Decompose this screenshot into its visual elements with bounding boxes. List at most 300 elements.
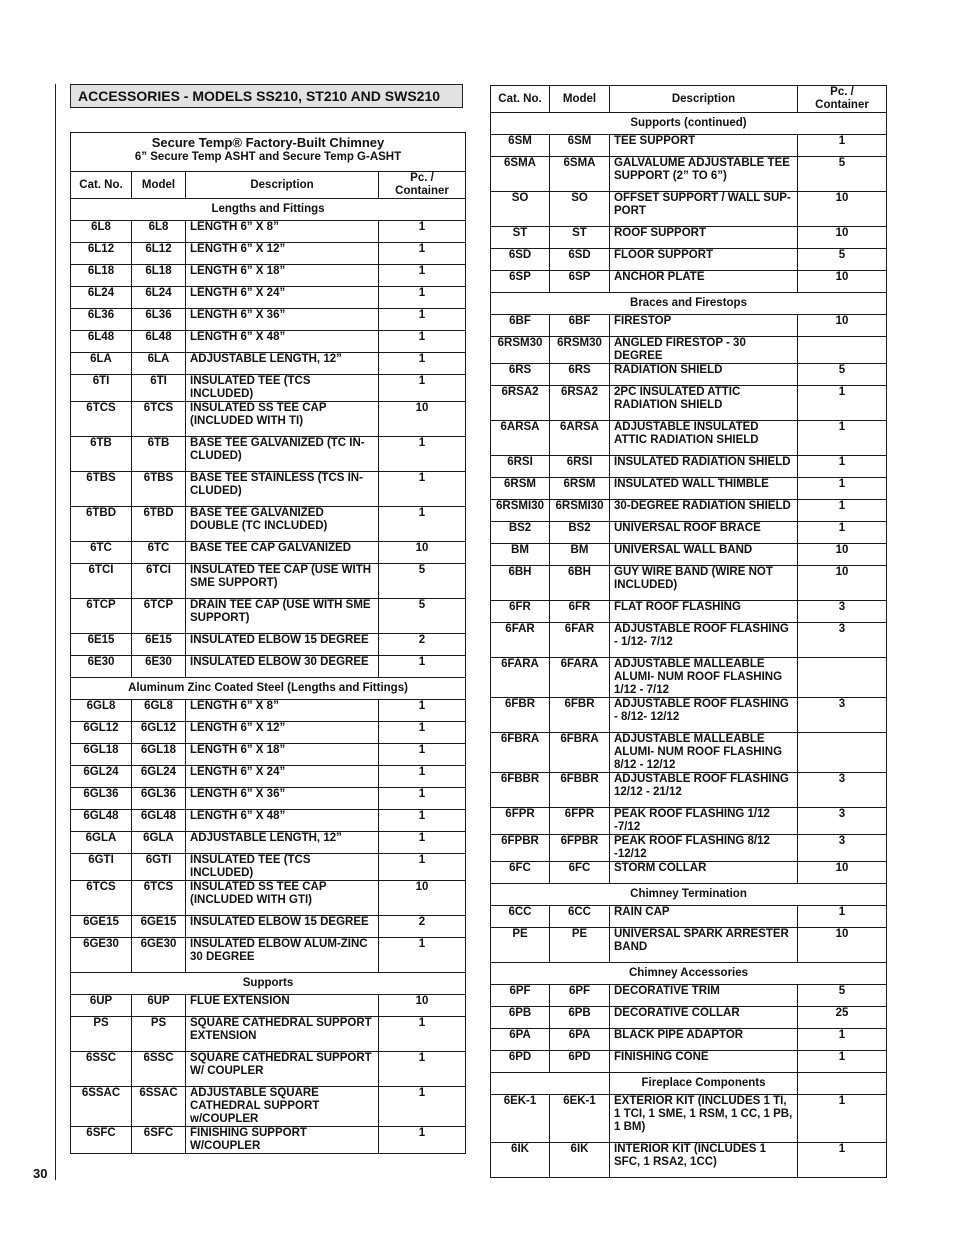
pc-container-cell: 10: [379, 995, 466, 1017]
model-cell: 6PF: [550, 985, 610, 1007]
cat-no-cell: BS2: [491, 522, 550, 544]
left-table-body: [71, 199, 466, 1154]
pc-container-cell: 1: [379, 331, 466, 353]
description-cell: ADJUSTABLE MALLEABLE ALUMI- NUM ROOF FLASHING 8/12 - 12/12: [610, 733, 798, 773]
description-cell: LENGTH 6” X 24”: [186, 766, 379, 788]
description-cell: ADJUSTABLE LENGTH, 12”: [186, 353, 379, 375]
model-cell: PE: [550, 928, 610, 963]
pc-container-cell: 1: [379, 744, 466, 766]
description-cell: BLACK PIPE ADAPTOR: [610, 1029, 798, 1051]
description-cell: EXTERIOR KIT (INCLUDES 1 TI, 1 TCI, 1 SME, 1 RSM, 1 CC, 1 PB, 1 BM): [610, 1095, 798, 1143]
cat-no-cell: 6PD: [491, 1051, 550, 1073]
description-cell: INSULATED TEE (TCS INCLUDED): [186, 854, 379, 881]
page-number: 30: [33, 1166, 48, 1181]
model-cell: 6SSAC: [132, 1087, 186, 1127]
cat-no-cell: 6RSI: [491, 456, 550, 478]
cat-no-cell: 6GE30: [71, 938, 132, 973]
pc-container-cell: 5: [798, 157, 887, 192]
pc-container-cell: 1: [798, 1051, 887, 1073]
model-cell: 6L36: [132, 309, 186, 331]
cat-no-cell: 6TCP: [71, 599, 132, 634]
description-cell: INSULATED WALL THIMBLE: [610, 478, 798, 500]
cat-no-cell: 6SP: [491, 271, 550, 293]
pc-container-cell: 25: [798, 1007, 887, 1029]
subsection-row: [491, 1073, 887, 1095]
pc-container-cell: 1: [379, 1087, 466, 1127]
description-cell: SQUARE CATHEDRAL SUPPORT EXTENSION: [186, 1017, 379, 1052]
table-row: [71, 221, 466, 243]
pc-container-cell: [798, 733, 887, 773]
model-cell: 6RSI: [550, 456, 610, 478]
pc-container-cell: 10: [798, 227, 887, 249]
table-row: [71, 375, 466, 402]
cat-no-cell: 6RSA2: [491, 386, 550, 421]
cat-no-cell: 6FBRA: [491, 733, 550, 773]
description-cell: FLOOR SUPPORT: [610, 249, 798, 271]
section-label: Lengths and Fittings: [71, 199, 466, 221]
description-cell: PEAK ROOF FLASHING 1/12 -7/12: [610, 808, 798, 835]
model-cell: 6L48: [132, 331, 186, 353]
description-cell: INSULATED SS TEE CAP (INCLUDED WITH GTI): [186, 881, 379, 916]
description-cell: LENGTH 6” X 12”: [186, 722, 379, 744]
pc-container-cell: 10: [379, 402, 466, 437]
pc-container-cell: 3: [798, 623, 887, 658]
col-header-pc-container: Pc. / Container: [798, 86, 887, 113]
model-cell: 6E30: [132, 656, 186, 678]
pc-container-cell: 1: [379, 810, 466, 832]
description-cell: ADJUSTABLE LENGTH, 12”: [186, 832, 379, 854]
section-row: [71, 199, 466, 221]
section-label: Chimney Accessories: [491, 963, 887, 985]
margin-rule: [55, 84, 56, 1180]
cat-no-cell: 6FC: [491, 862, 550, 884]
col-header-cat: Cat. No.: [71, 172, 132, 199]
col-header-model: Model: [132, 172, 186, 199]
pc-container-cell: 3: [798, 835, 887, 862]
description-cell: ROOF SUPPORT: [610, 227, 798, 249]
table-row: [491, 862, 887, 884]
cat-no-cell: BM: [491, 544, 550, 566]
model-cell: 6UP: [132, 995, 186, 1017]
cat-no-cell: 6TCS: [71, 402, 132, 437]
model-cell: 6L24: [132, 287, 186, 309]
description-cell: INSULATED ELBOW 15 DEGREE: [186, 916, 379, 938]
pc-container-cell: [798, 337, 887, 364]
model-cell: 6EK-1: [550, 1095, 610, 1143]
pc-container-cell: 10: [798, 315, 887, 337]
description-cell: INSULATED ELBOW ALUM-ZINC 30 DEGREE: [186, 938, 379, 973]
table-row: [71, 1017, 466, 1052]
description-cell: LENGTH 6” X 18”: [186, 744, 379, 766]
pc-container-cell: 1: [798, 456, 887, 478]
cat-no-cell: 6FARA: [491, 658, 550, 698]
cat-no-cell: 6L24: [71, 287, 132, 309]
cat-no-cell: 6TBS: [71, 472, 132, 507]
cat-no-cell: PS: [71, 1017, 132, 1052]
model-cell: 6FBR: [550, 698, 610, 733]
section-row: [491, 113, 887, 135]
table-row: [491, 623, 887, 658]
cat-no-cell: 6GL36: [71, 788, 132, 810]
description-cell: FINISHING CONE: [610, 1051, 798, 1073]
right-table-body: [491, 113, 887, 1178]
model-cell: BS2: [550, 522, 610, 544]
pc-container-cell: 1: [798, 386, 887, 421]
pc-container-cell: 1: [379, 221, 466, 243]
cat-no-cell: 6L8: [71, 221, 132, 243]
pc-container-cell: 10: [798, 544, 887, 566]
table-row: [491, 906, 887, 928]
description-cell: UNIVERSAL SPARK ARRESTER BAND: [610, 928, 798, 963]
pc-container-cell: 1: [379, 788, 466, 810]
description-cell: INSULATED SS TEE CAP (INCLUDED WITH TI): [186, 402, 379, 437]
table-row: [71, 938, 466, 973]
model-cell: 6GL48: [132, 810, 186, 832]
cat-no-cell: 6TC: [71, 542, 132, 564]
cat-no-cell: 6TBD: [71, 507, 132, 542]
cat-no-cell: 6SD: [491, 249, 550, 271]
table-row: [71, 331, 466, 353]
description-cell: STORM COLLAR: [610, 862, 798, 884]
cat-no-cell: 6E15: [71, 634, 132, 656]
model-cell: 6LA: [132, 353, 186, 375]
pc-container-cell: 1: [379, 287, 466, 309]
cat-no-cell: ST: [491, 227, 550, 249]
table-row: [491, 386, 887, 421]
section-label: Braces and Firestops: [491, 293, 887, 315]
pc-container-cell: 2: [379, 916, 466, 938]
section-row: [71, 973, 466, 995]
description-cell: ADJUSTABLE ROOF FLASHING 12/12 - 21/12: [610, 773, 798, 808]
table-row: [491, 522, 887, 544]
cat-no-cell: 6EK-1: [491, 1095, 550, 1143]
table-row: [491, 808, 887, 835]
description-cell: ADJUSTABLE SQUARE CATHEDRAL SUPPORT w/COUPLER: [186, 1087, 379, 1127]
description-cell: ADJUSTABLE ROOF FLASHING - 8/12- 12/12: [610, 698, 798, 733]
table-row: [71, 995, 466, 1017]
cat-no-cell: 6L48: [71, 331, 132, 353]
description-cell: INSULATED ELBOW 15 DEGREE: [186, 634, 379, 656]
cat-no-cell: 6L36: [71, 309, 132, 331]
description-cell: OFFSET SUPPORT / WALL SUP- PORT: [610, 192, 798, 227]
table-row: [491, 364, 887, 386]
right-accessories-table: [490, 85, 887, 1178]
col-header-description: Description: [610, 86, 798, 113]
model-cell: 6FR: [550, 601, 610, 623]
description-cell: RAIN CAP: [610, 906, 798, 928]
cat-no-cell: 6IK: [491, 1143, 550, 1178]
table-row: [491, 315, 887, 337]
model-cell: 6SMA: [550, 157, 610, 192]
cat-no-cell: 6SSC: [71, 1052, 132, 1087]
model-cell: 6TCI: [132, 564, 186, 599]
pc-container-cell: 1: [379, 507, 466, 542]
table-row: [491, 157, 887, 192]
pc-container-cell: 1: [379, 243, 466, 265]
model-cell: 6L18: [132, 265, 186, 287]
description-cell: ANCHOR PLATE: [610, 271, 798, 293]
table-row: [71, 1087, 466, 1127]
pc-container-cell: 1: [379, 700, 466, 722]
cat-no-cell: 6TI: [71, 375, 132, 402]
cat-no-cell: 6GTI: [71, 854, 132, 881]
cat-no-cell: 6CC: [491, 906, 550, 928]
table-row: [491, 698, 887, 733]
pc-container-cell: 1: [798, 500, 887, 522]
table-row: [491, 773, 887, 808]
cat-no-cell: 6FBBR: [491, 773, 550, 808]
model-cell: 6FPR: [550, 808, 610, 835]
table-row: [491, 835, 887, 862]
table-row: [491, 566, 887, 601]
table-row: [491, 337, 887, 364]
model-cell: PS: [132, 1017, 186, 1052]
col-header-description: Description: [186, 172, 379, 199]
cat-no-cell: 6RS: [491, 364, 550, 386]
cat-no-cell: 6SSAC: [71, 1087, 132, 1127]
description-cell: BASE TEE STAINLESS (TCS IN- CLUDED): [186, 472, 379, 507]
model-cell: 6GTI: [132, 854, 186, 881]
table-row: [71, 1127, 466, 1154]
pc-container-cell: 1: [379, 265, 466, 287]
description-cell: RADIATION SHIELD: [610, 364, 798, 386]
table-row: [71, 507, 466, 542]
model-cell: 6SP: [550, 271, 610, 293]
description-cell: LENGTH 6” X 8”: [186, 700, 379, 722]
table-row: [71, 722, 466, 744]
chimney-subheading: 6” Secure Temp ASHT and Secure Temp G-ASHT: [134, 151, 402, 163]
cat-no-cell: 6GL18: [71, 744, 132, 766]
description-cell: BASE TEE GALVANIZED DOUBLE (TC INCLUDED): [186, 507, 379, 542]
pc-container-cell: 3: [798, 808, 887, 835]
pc-container-cell: 2: [379, 634, 466, 656]
chimney-heading: Secure Temp® Factory-Built Chimney: [151, 135, 385, 150]
section-row: [71, 678, 466, 700]
cat-no-cell: PE: [491, 928, 550, 963]
model-cell: 6SSC: [132, 1052, 186, 1087]
pc-container-cell: 5: [379, 599, 466, 634]
pc-container-cell: 5: [798, 985, 887, 1007]
table-row: [71, 1052, 466, 1087]
cat-no-cell: 6GL48: [71, 810, 132, 832]
description-cell: INSULATED TEE (TCS INCLUDED): [186, 375, 379, 402]
model-cell: 6BH: [550, 566, 610, 601]
table-row: [491, 658, 887, 698]
description-cell: TEE SUPPORT: [610, 135, 798, 157]
pc-container-cell: 1: [798, 522, 887, 544]
cat-no-cell: 6L12: [71, 243, 132, 265]
pc-container-cell: 1: [379, 722, 466, 744]
model-cell: 6RSA2: [550, 386, 610, 421]
description-cell: LENGTH 6” X 36”: [186, 309, 379, 331]
table-row: [71, 402, 466, 437]
description-cell: INSULATED ELBOW 30 DEGREE: [186, 656, 379, 678]
model-cell: 6FBRA: [550, 733, 610, 773]
section-row: [491, 293, 887, 315]
table-row: [491, 1143, 887, 1178]
table-row: [491, 135, 887, 157]
description-cell: FINISHING SUPPORT W/COUPLER: [186, 1127, 379, 1154]
pc-container-cell: 10: [379, 881, 466, 916]
table-row: [71, 881, 466, 916]
table-row: [71, 542, 466, 564]
table-row: [71, 656, 466, 678]
pc-container-cell: 1: [798, 1143, 887, 1178]
pc-container-cell: 1: [379, 353, 466, 375]
cat-no-cell: 6FR: [491, 601, 550, 623]
model-cell: 6GL8: [132, 700, 186, 722]
description-cell: PEAK ROOF FLASHING 8/12 -12/12: [610, 835, 798, 862]
model-cell: SO: [550, 192, 610, 227]
cat-no-cell: 6SM: [491, 135, 550, 157]
table-row: [71, 564, 466, 599]
model-cell: 6GL18: [132, 744, 186, 766]
section-label: Supports: [71, 973, 466, 995]
pc-container-cell: 10: [798, 271, 887, 293]
model-cell: 6SFC: [132, 1127, 186, 1154]
cat-no-cell: 6TB: [71, 437, 132, 472]
model-cell: 6GE30: [132, 938, 186, 973]
pc-container-cell: 10: [798, 566, 887, 601]
table-row: [491, 271, 887, 293]
model-cell: 6TI: [132, 375, 186, 402]
pc-container-cell: 10: [798, 192, 887, 227]
table-row: [491, 601, 887, 623]
description-cell: ADJUSTABLE MALLEABLE ALUMI- NUM ROOF FLASHING 1/12 - 7/12: [610, 658, 798, 698]
pc-container-cell: 1: [379, 938, 466, 973]
cat-no-cell: 6PB: [491, 1007, 550, 1029]
table-row: [491, 985, 887, 1007]
pc-container-cell: 3: [798, 601, 887, 623]
subsection-label: Fireplace Components: [610, 1073, 798, 1095]
pc-container-cell: 1: [379, 1052, 466, 1087]
description-cell: BASE TEE CAP GALVANIZED: [186, 542, 379, 564]
chimney-heading-cell: [71, 133, 466, 172]
cat-no-cell: 6PA: [491, 1029, 550, 1051]
cat-no-cell: 6PF: [491, 985, 550, 1007]
description-cell: INSULATED TEE CAP (USE WITH SME SUPPORT): [186, 564, 379, 599]
table-row: [71, 243, 466, 265]
model-cell: 6BF: [550, 315, 610, 337]
cat-no-cell: 6LA: [71, 353, 132, 375]
table-row: [491, 1007, 887, 1029]
description-cell: GUY WIRE BAND (WIRE NOT INCLUDED): [610, 566, 798, 601]
table-row: [71, 766, 466, 788]
cat-no-cell: 6GE15: [71, 916, 132, 938]
description-cell: DRAIN TEE CAP (USE WITH SME SUPPORT): [186, 599, 379, 634]
table-row: [71, 810, 466, 832]
description-cell: BASE TEE GALVANIZED (TC IN- CLUDED): [186, 437, 379, 472]
pc-container-cell: 1: [379, 766, 466, 788]
pc-container-cell: 1: [379, 854, 466, 881]
pc-container-cell: 1: [379, 375, 466, 402]
table-row: [491, 478, 887, 500]
pc-container-cell: 1: [379, 1017, 466, 1052]
table-row: [71, 700, 466, 722]
model-cell: 6PD: [550, 1051, 610, 1073]
pc-container-cell: 10: [379, 542, 466, 564]
table-row: [491, 733, 887, 773]
section-row: [491, 963, 887, 985]
table-row: [71, 788, 466, 810]
pc-container-cell: 1: [379, 1127, 466, 1154]
model-cell: 6L12: [132, 243, 186, 265]
pc-container-cell: 10: [798, 862, 887, 884]
table-row: [71, 287, 466, 309]
model-cell: 6RSM: [550, 478, 610, 500]
table-row: [491, 1051, 887, 1073]
pc-container-cell: 5: [379, 564, 466, 599]
cat-no-cell: 6SFC: [71, 1127, 132, 1154]
cat-no-cell: 6FPBR: [491, 835, 550, 862]
cat-no-cell: 6SMA: [491, 157, 550, 192]
empty-cell: [491, 1073, 610, 1095]
description-cell: UNIVERSAL WALL BAND: [610, 544, 798, 566]
table-row: [491, 249, 887, 271]
model-cell: 6TCS: [132, 881, 186, 916]
description-cell: LENGTH 6” X 12”: [186, 243, 379, 265]
model-cell: 6TC: [132, 542, 186, 564]
cat-no-cell: SO: [491, 192, 550, 227]
pc-container-cell: [798, 658, 887, 698]
table-row: [491, 192, 887, 227]
cat-no-cell: 6GLA: [71, 832, 132, 854]
model-cell: 6ARSA: [550, 421, 610, 456]
model-cell: 6L8: [132, 221, 186, 243]
pc-container-cell: 3: [798, 698, 887, 733]
model-cell: 6IK: [550, 1143, 610, 1178]
table-row: [71, 309, 466, 331]
pc-container-cell: 1: [379, 472, 466, 507]
cat-no-cell: 6E30: [71, 656, 132, 678]
table-row: [71, 744, 466, 766]
cat-no-cell: 6FBR: [491, 698, 550, 733]
description-cell: GALVALUME ADJUSTABLE TEE SUPPORT (2” TO 6”): [610, 157, 798, 192]
description-cell: LENGTH 6” X 8”: [186, 221, 379, 243]
model-cell: 6FC: [550, 862, 610, 884]
cat-no-cell: 6FPR: [491, 808, 550, 835]
cat-no-cell: 6ARSA: [491, 421, 550, 456]
model-cell: 6E15: [132, 634, 186, 656]
page-title: ACCESSORIES - MODELS SS210, ST210 AND SWS210: [70, 84, 463, 108]
model-cell: 6PA: [550, 1029, 610, 1051]
cat-no-cell: 6UP: [71, 995, 132, 1017]
pc-container-cell: 1: [798, 906, 887, 928]
description-cell: FIRESTOP: [610, 315, 798, 337]
description-cell: INSULATED RADIATION SHIELD: [610, 456, 798, 478]
model-cell: 6SM: [550, 135, 610, 157]
col-header-cat: Cat. No.: [491, 86, 550, 113]
cat-no-cell: 6FAR: [491, 623, 550, 658]
table-row: [491, 1029, 887, 1051]
section-label: Chimney Termination: [491, 884, 887, 906]
pc-container-cell: 1: [798, 1029, 887, 1051]
description-cell: LENGTH 6” X 48”: [186, 810, 379, 832]
model-cell: 6RSMI30: [550, 500, 610, 522]
cat-no-cell: 6GL24: [71, 766, 132, 788]
table-row: [71, 916, 466, 938]
pc-container-cell: 5: [798, 364, 887, 386]
description-cell: 30-DEGREE RADIATION SHIELD: [610, 500, 798, 522]
model-cell: ST: [550, 227, 610, 249]
model-cell: 6TBD: [132, 507, 186, 542]
pc-container-cell: 1: [798, 135, 887, 157]
pc-container-cell: 1: [379, 656, 466, 678]
model-cell: 6PB: [550, 1007, 610, 1029]
description-cell: FLUE EXTENSION: [186, 995, 379, 1017]
description-cell: LENGTH 6” X 36”: [186, 788, 379, 810]
section-label: Aluminum Zinc Coated Steel (Lengths and Fittings): [71, 678, 466, 700]
